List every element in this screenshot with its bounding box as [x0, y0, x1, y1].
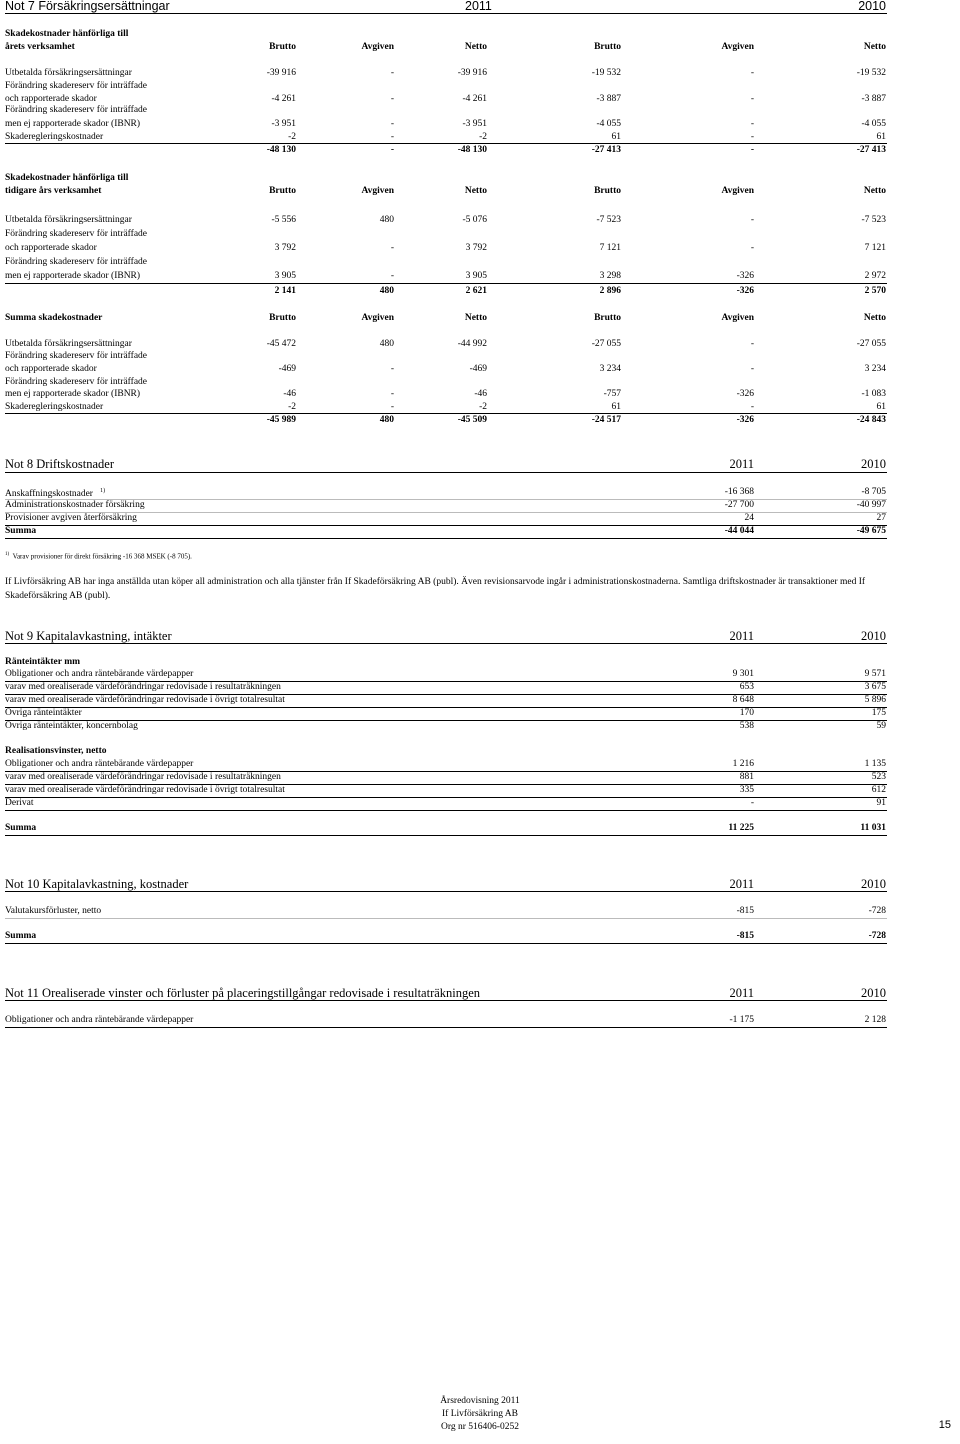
divider: [5, 283, 887, 284]
row-label: Derivat: [5, 798, 34, 808]
cell: -: [750, 402, 754, 412]
col-header: Avgiven: [721, 186, 754, 196]
cell: 2 570: [864, 286, 886, 296]
cell: -16 368: [724, 487, 754, 497]
cell: -326: [736, 415, 754, 425]
cell: -: [390, 94, 394, 104]
cell: -24 517: [591, 415, 621, 425]
col-header: Netto: [863, 42, 886, 52]
divider: [5, 707, 887, 708]
row-label: Förändring skadereserv för inträffade: [5, 229, 148, 239]
cell: 61: [876, 402, 886, 412]
cell: -27 413: [856, 145, 886, 155]
row-label: Utbetalda försäkringsersättningar: [5, 68, 132, 78]
note11-year-2011: 2011: [729, 986, 754, 1000]
cell: -2: [288, 402, 296, 412]
cell: -: [750, 215, 754, 225]
cell: -27 413: [591, 145, 621, 155]
col-header: Brutto: [594, 313, 621, 323]
row-label: Skaderegleringskostnader: [5, 132, 104, 142]
cell: -326: [736, 389, 754, 399]
cell: 3 675: [864, 682, 886, 692]
cell: 24: [744, 513, 754, 523]
cell: 881: [739, 772, 754, 782]
section-heading: Summa skadekostnader: [5, 313, 103, 323]
row-label: Förändring skadereserv för inträffade: [5, 377, 148, 387]
col-header: Netto: [464, 313, 487, 323]
row-label: Summa: [5, 931, 37, 941]
cell: 2 972: [864, 271, 886, 281]
row-label: Obligationer och andra räntebärande värdepapper: [5, 669, 194, 679]
cell: 335: [739, 785, 754, 795]
col-header: Brutto: [269, 186, 296, 196]
note10-year-2011: 2011: [729, 877, 754, 891]
cell: -27 055: [856, 339, 886, 349]
cell: -4 055: [861, 119, 886, 129]
cell: -: [750, 119, 754, 129]
cell: -3 887: [861, 94, 886, 104]
cell: 11 031: [860, 823, 886, 833]
footer-org-number: Org nr 516406-0252: [441, 1422, 519, 1432]
cell: -39 916: [266, 68, 296, 78]
row-label: Provisioner avgiven återförsäkring: [5, 513, 137, 523]
row-label: Obligationer och andra räntebärande värdepapper: [5, 759, 194, 769]
col-header: Brutto: [594, 186, 621, 196]
row-label: varav med orealiserade värdeförändringar redovisade i övrigt totalresultat: [5, 785, 285, 795]
cell: 480: [379, 286, 394, 296]
cell: 1 216: [732, 759, 754, 769]
cell: 5 896: [864, 695, 886, 705]
cell: -46: [474, 389, 487, 399]
note7-year-2011: 2011: [465, 0, 492, 13]
cell: -40 997: [856, 500, 886, 510]
divider: [5, 810, 887, 811]
cell: -2: [288, 132, 296, 142]
cell: -: [750, 68, 754, 78]
row-label: varav med orealiserade värdeförändringar redovisade i övrigt totalresultat: [5, 695, 285, 705]
footer-company: If Livförsäkring AB: [442, 1409, 518, 1419]
page-number: 15: [938, 1419, 951, 1431]
cell: -: [390, 145, 394, 155]
cell: 61: [876, 132, 886, 142]
title-underline: [5, 13, 887, 14]
cell: -: [390, 271, 394, 281]
cell: 523: [871, 772, 886, 782]
cell: -: [750, 243, 754, 253]
cell: -3 951: [462, 119, 487, 129]
cell: -8 705: [861, 487, 886, 497]
cell: -: [750, 364, 754, 374]
cell: -7 523: [596, 215, 621, 225]
divider: [5, 538, 887, 539]
cell: -: [390, 389, 394, 399]
note8-title: Not 8 Driftskostnader: [5, 457, 115, 471]
cell: 2 896: [599, 286, 621, 296]
cell: -: [750, 145, 754, 155]
row-label: men ej rapporterade skador (IBNR): [5, 389, 141, 399]
cell: 3 234: [864, 364, 886, 374]
group-heading: Ränteintäkter mm: [5, 657, 81, 667]
cell: -: [390, 119, 394, 129]
row-label: Obligationer och andra räntebärande värdepapper: [5, 1015, 194, 1025]
col-header: Netto: [464, 186, 487, 196]
note7-year-2010: 2010: [858, 0, 886, 13]
divider: [5, 918, 887, 919]
row-label: Utbetalda försäkringsersättningar: [5, 215, 132, 225]
cell: -45 509: [457, 415, 487, 425]
cell: 175: [871, 708, 886, 718]
cell: -45 472: [266, 339, 296, 349]
col-header: Avgiven: [721, 313, 754, 323]
row-label: Summa: [5, 823, 37, 833]
cell: -: [390, 68, 394, 78]
cell: -5 556: [271, 215, 296, 225]
footnote-ref: 1): [100, 488, 106, 494]
cell: -728: [868, 906, 886, 916]
row-label: Förändring skadereserv för inträffade: [5, 351, 148, 361]
cell: 9 571: [864, 669, 886, 679]
cell: -: [390, 402, 394, 412]
note9-title: Not 9 Kapitalavkastning, intäkter: [5, 629, 172, 643]
cell: -1 175: [729, 1015, 754, 1025]
section-heading: Skadekostnader hänförliga till: [5, 173, 129, 183]
cell: 3 234: [599, 364, 621, 374]
cell: -1 083: [861, 389, 886, 399]
row-label: Övriga ränteintäkter: [5, 708, 82, 718]
paragraph-line: Skadeförsäkring AB (publ).: [5, 591, 111, 601]
note8-year-2011: 2011: [729, 457, 754, 471]
cell: -469: [469, 364, 487, 374]
cell: -19 532: [856, 68, 886, 78]
col-header: Brutto: [269, 313, 296, 323]
section-heading: Skadekostnader hänförliga till: [5, 29, 129, 39]
cell: -44 044: [724, 526, 754, 536]
cell: -: [750, 339, 754, 349]
row-label: men ej rapporterade skador (IBNR): [5, 119, 141, 129]
cell: -48 130: [457, 145, 487, 155]
cell: -3 887: [596, 94, 621, 104]
col-header: Brutto: [269, 42, 296, 52]
row-label: Skaderegleringskostnader: [5, 402, 104, 412]
cell: 3 792: [274, 243, 296, 253]
cell: -4 261: [462, 94, 487, 104]
cell: -815: [736, 931, 754, 941]
divider: [5, 143, 887, 144]
cell: -728: [868, 931, 886, 941]
col-header: Avgiven: [361, 313, 394, 323]
row-label: varav med orealiserade värdeförändringar redovisade i resultaträkningen: [5, 682, 281, 692]
cell: 2 621: [465, 286, 487, 296]
col-header: Avgiven: [361, 186, 394, 196]
cell: 2 128: [864, 1015, 886, 1025]
row-label: Summa: [5, 526, 37, 536]
cell: 653: [739, 682, 754, 692]
row-label: och rapporterade skador: [5, 94, 97, 104]
note9-year-2010: 2010: [861, 629, 886, 643]
cell: -3 951: [271, 119, 296, 129]
cell: 170: [739, 708, 754, 718]
cell: -: [390, 364, 394, 374]
note10-year-2010: 2010: [861, 877, 886, 891]
cell: 27: [876, 513, 886, 523]
footnote: $^{1)}$ Varav provisioner för direkt försäkring -16 368 MSEK (-8 705).: [5, 552, 192, 561]
cell: -19 532: [591, 68, 621, 78]
title-underline: [5, 891, 887, 892]
row-label: Utbetalda försäkringsersättningar: [5, 339, 132, 349]
cell: -7 523: [861, 215, 886, 225]
cell: 480: [379, 415, 394, 425]
cell: -: [750, 798, 754, 808]
cell: -27 055: [591, 339, 621, 349]
note11-title: Not 11 Orealiserade vinster och förluster på placeringstillgångar redovisade i resultaträkningen: [5, 986, 481, 1000]
group-heading: Realisationsvinster, netto: [5, 746, 107, 756]
row-label: Valutakursförluster, netto: [5, 906, 102, 916]
cell: -326: [736, 286, 754, 296]
row-label: Övriga ränteintäkter, koncernbolag: [5, 721, 138, 731]
section-heading: tidigare års verksamhet: [5, 186, 102, 196]
cell: -: [750, 94, 754, 104]
paragraph-line: If Livförsäkring AB har inga anställda utan köper all administration och alla tjänster från If Skadeförsäkring AB (publ). Även revisionsarvode ingår i administrationskostnaderna. Samtliga driftskostnader är transaktioner med If: [5, 577, 866, 587]
cell: -2: [479, 132, 487, 142]
divider: [5, 835, 887, 836]
cell: 61: [611, 402, 621, 412]
note10-title: Not 10 Kapitalavkastning, kostnader: [5, 877, 189, 891]
title-underline: [5, 1000, 887, 1001]
divider: [5, 797, 887, 798]
cell: -39 916: [457, 68, 487, 78]
cell: -757: [603, 389, 621, 399]
note7-title: Not 7 Försäkringsersättningar: [5, 0, 170, 13]
cell: 480: [379, 339, 394, 349]
divider: [5, 943, 887, 944]
cell: 3 792: [465, 243, 487, 253]
divider: [5, 413, 887, 414]
cell: 11 225: [728, 823, 754, 833]
cell: 3 905: [465, 271, 487, 281]
cell: -2: [479, 402, 487, 412]
section-heading: årets verksamhet: [5, 42, 75, 52]
footer-report-title: Årsredovisning 2011: [440, 1396, 520, 1406]
col-header: Avgiven: [721, 42, 754, 52]
row-label: Administrationskostnader försäkring: [5, 500, 145, 510]
note9-year-2011: 2011: [729, 629, 754, 643]
col-header: Netto: [863, 186, 886, 196]
cell: -: [390, 132, 394, 142]
cell: 9 301: [732, 669, 754, 679]
cell: -44 992: [457, 339, 487, 349]
cell: 2 141: [274, 286, 296, 296]
title-underline: [5, 472, 887, 473]
cell: 8 648: [732, 695, 754, 705]
row-label: och rapporterade skador: [5, 243, 97, 253]
cell: 59: [876, 721, 886, 731]
row-label: Förändring skadereserv för inträffade: [5, 81, 148, 91]
cell: -: [390, 243, 394, 253]
row-label: Förändring skadereserv för inträffade: [5, 105, 148, 115]
col-header: Netto: [464, 42, 487, 52]
cell: 538: [739, 721, 754, 731]
divider: [5, 525, 887, 526]
cell: 7 121: [599, 243, 621, 253]
cell: -24 843: [856, 415, 886, 425]
divider: [5, 512, 887, 513]
cell: -326: [736, 271, 754, 281]
cell: 612: [871, 785, 886, 795]
title-underline: [5, 643, 887, 644]
cell: -49 675: [856, 526, 886, 536]
row-label: men ej rapporterade skador (IBNR): [5, 271, 141, 281]
cell: -469: [278, 364, 296, 374]
col-header: Avgiven: [361, 42, 394, 52]
note8-year-2010: 2010: [861, 457, 886, 471]
cell: -5 076: [462, 215, 487, 225]
cell: -4 261: [271, 94, 296, 104]
cell: 91: [876, 798, 886, 808]
cell: -27 700: [724, 500, 754, 510]
col-header: Brutto: [594, 42, 621, 52]
cell: -: [750, 132, 754, 142]
cell: 480: [379, 215, 394, 225]
cell: -815: [736, 906, 754, 916]
divider: [5, 1027, 887, 1028]
note11-year-2010: 2010: [861, 986, 886, 1000]
cell: -45 989: [266, 415, 296, 425]
cell: -48 130: [266, 145, 296, 155]
cell: 3 905: [274, 271, 296, 281]
cell: -46: [283, 389, 296, 399]
row-label: varav med orealiserade värdeförändringar redovisade i resultaträkningen: [5, 772, 281, 782]
row-label: Anskaffningskostnader $^{1)}$: [5, 488, 106, 500]
cell: 61: [611, 132, 621, 142]
row-label: Förändring skadereserv för inträffade: [5, 257, 148, 267]
cell: 3 298: [599, 271, 621, 281]
cell: 7 121: [864, 243, 886, 253]
cell: 1 135: [864, 759, 886, 769]
cell: -4 055: [596, 119, 621, 129]
col-header: Netto: [863, 313, 886, 323]
row-label: och rapporterade skador: [5, 364, 97, 374]
